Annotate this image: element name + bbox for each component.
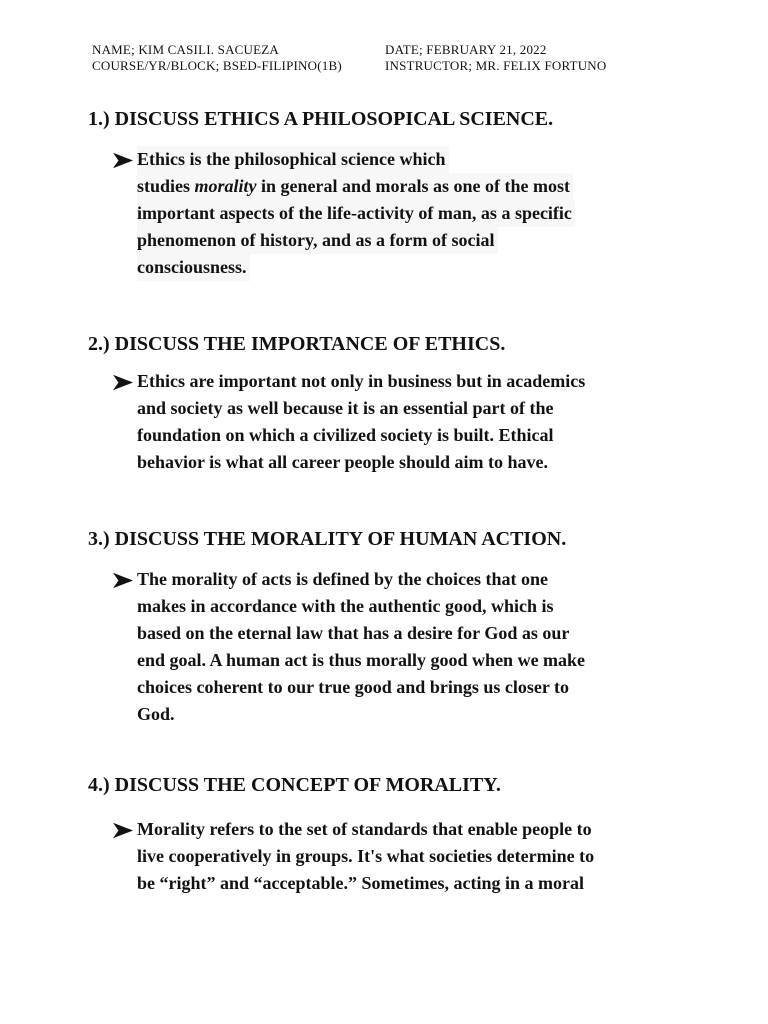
line-text: in general and morals as one of the most: [256, 176, 571, 196]
section-4-heading: 4.) DISCUSS THE CONCEPT OF MORALITY.: [88, 774, 501, 796]
paragraph-line: Ethics is the philosophical science which: [137, 146, 449, 173]
paragraph-line: foundation on which a civilized society is built. Ethical: [137, 425, 554, 445]
section-4-bullet: [88, 816, 594, 897]
section-2-heading: 2.) DISCUSS THE IMPORTANCE OF ETHICS.: [88, 333, 506, 355]
paragraph-line: end goal. A human act is thus morally good when we make: [137, 650, 586, 670]
paragraph-line: important aspects of the life-activity of man, as a specific: [137, 200, 575, 227]
paragraph-line: live cooperatively in groups. It's what societies determine to: [137, 846, 595, 866]
instructor-label: INSTRUCTOR; MR. FELIX FORTUNO: [385, 58, 607, 73]
right-arrowhead-icon: [113, 816, 137, 844]
section-1-heading: 1.) DISCUSS ETHICS A PHILOSOPICAL SCIENCE.: [88, 108, 554, 130]
paragraph-line: choices coherent to our true good and brings us closer to: [137, 677, 569, 697]
right-arrowhead-icon: [113, 146, 137, 174]
paragraph-line: God.: [137, 704, 175, 724]
paragraph-line: based on the eternal law that has a desire for God as our: [137, 623, 570, 643]
paragraph-line: Morality refers to the set of standards that enable people to: [137, 819, 592, 839]
right-arrowhead-icon: [113, 566, 137, 594]
right-arrowhead-icon: [113, 368, 137, 396]
paragraph-line: behavior is what all career people should aim to have.: [137, 452, 549, 472]
section-3-bullet: [88, 566, 585, 728]
paragraph-line: makes in accordance with the authentic good, which is: [137, 596, 554, 616]
paragraph-line: [137, 173, 573, 200]
italic-term: morality: [194, 176, 257, 196]
course-label: COURSE/YR/BLOCK; BSED-FILIPINO(1B): [92, 58, 342, 73]
section-1-bullet: [88, 146, 575, 281]
document-header: [92, 42, 728, 74]
section-1-paragraph: [137, 146, 575, 281]
section-3-paragraph: [137, 566, 585, 728]
line-text: studies: [137, 176, 195, 196]
paragraph-line: The morality of acts is defined by the choices that one: [137, 569, 548, 589]
paragraph-line: phenomenon of history, and as a form of social: [137, 227, 498, 254]
header-row-1: [92, 42, 728, 58]
section-3-heading: 3.) DISCUSS THE MORALITY OF HUMAN ACTION.: [88, 528, 567, 550]
section-4-paragraph: [137, 816, 594, 897]
student-name: NAME; KIM CASILI. SACUEZA: [92, 42, 279, 57]
paragraph-line: Ethics are important not only in business but in academics: [137, 371, 586, 391]
paragraph-line: and society as well because it is an essential part of the: [137, 398, 554, 418]
date-label: DATE; FEBRUARY 21, 2022: [385, 42, 547, 57]
section-2-bullet: [88, 368, 585, 476]
section-2-paragraph: [137, 368, 585, 476]
paragraph-line: consciousness.: [137, 254, 250, 281]
paragraph-line: be “right” and “acceptable.” Sometimes, acting in a moral: [137, 873, 584, 893]
header-row-2: [92, 58, 728, 74]
